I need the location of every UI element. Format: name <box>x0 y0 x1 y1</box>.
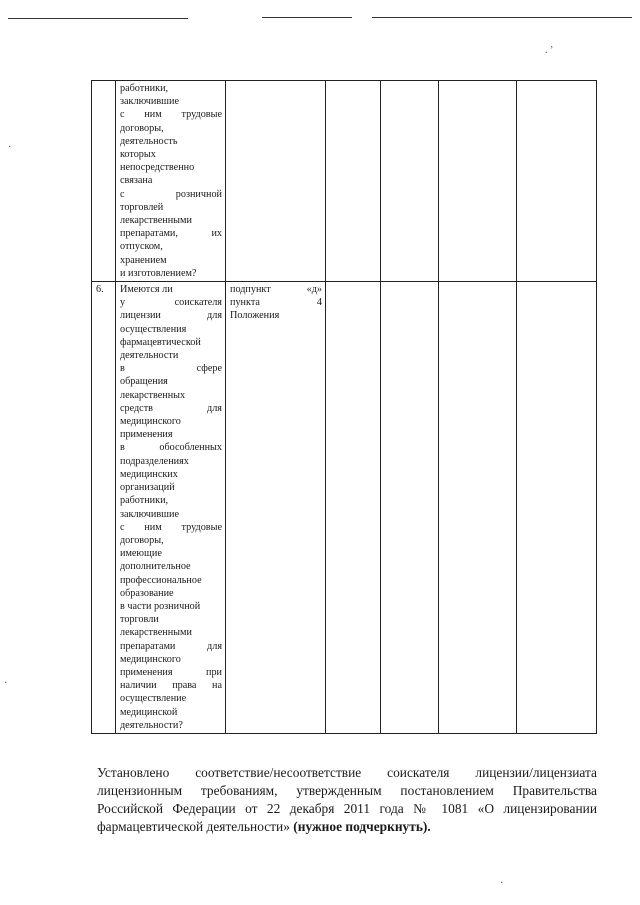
table-row <box>92 81 597 282</box>
question-line: в части розничной <box>120 600 201 612</box>
table-row <box>92 282 597 734</box>
empty-answer-cell <box>517 81 597 282</box>
question-line: заключившие <box>120 96 180 108</box>
empty-answer-cell <box>439 81 517 282</box>
conclusion-line: лицензионным требованиям, утвержденным постановлением Правительства <box>97 783 597 798</box>
question-line: у соискателя <box>120 297 222 309</box>
question-line: связана <box>120 175 153 187</box>
question-line: деятельности <box>120 350 179 362</box>
conclusion-line: Российской Федерации от 22 декабря 2011 года № 1081 «О лицензировании <box>97 801 597 816</box>
requirements-table <box>91 80 597 734</box>
conclusion-line-final <box>97 818 597 836</box>
question-line: осуществления <box>120 323 187 335</box>
question-line: организаций <box>120 482 175 494</box>
question-line: договоры, <box>120 534 164 546</box>
reference-line: пункта 4 <box>230 297 322 309</box>
scan-speck: · <box>4 678 8 689</box>
question-line: лекарственных <box>120 389 186 401</box>
question-line: дополнительное <box>120 561 191 573</box>
question-line: с ним трудовые <box>120 521 222 533</box>
row-number: 6. <box>92 282 116 734</box>
question-line: имеющие <box>120 548 162 560</box>
question-line: работники, <box>120 495 169 507</box>
conclusion-line: Установлено соответствие/несоответствие соискателя лицензии/лицензиата <box>97 765 597 780</box>
legal-reference <box>226 282 326 734</box>
empty-answer-cell <box>381 282 439 734</box>
scan-edge-line <box>262 17 352 18</box>
empty-answer-cell <box>326 282 381 734</box>
conclusion-emphasis: (нужное подчеркнуть). <box>293 819 431 834</box>
question-line: лекарственными <box>120 627 192 639</box>
legal-reference <box>226 81 326 282</box>
requirement-question <box>116 282 226 734</box>
question-line: применения при <box>120 666 222 678</box>
empty-answer-cell <box>381 81 439 282</box>
conclusion-paragraph <box>97 764 597 836</box>
question-line: подразделениях <box>120 455 189 467</box>
empty-answer-cell <box>326 81 381 282</box>
question-line: непосредственно <box>120 162 195 174</box>
question-line: осуществление <box>120 693 187 705</box>
question-line: торговли <box>120 614 159 626</box>
question-line: препаратами для <box>120 640 222 652</box>
scan-edge-line <box>8 18 188 19</box>
question-line: хранением <box>120 254 167 266</box>
scan-edge-line <box>372 17 632 18</box>
question-line: применения <box>120 429 173 441</box>
empty-answer-cell <box>517 282 597 734</box>
question-line: средств для <box>120 402 222 414</box>
question-line: профессиональное <box>120 574 202 586</box>
question-line: с ним трудовые <box>120 109 222 121</box>
scan-speck: · <box>8 142 12 153</box>
question-line: деятельности? <box>120 719 183 731</box>
question-line: которых <box>120 149 156 161</box>
question-line: медицинского <box>120 416 181 428</box>
question-line: образование <box>120 587 174 599</box>
question-line: с розничной <box>120 188 222 200</box>
conclusion-line-text: фармацевтической деятельности» <box>97 819 290 834</box>
reference-line: Положения <box>230 310 280 322</box>
question-line: лицензии для <box>120 310 222 322</box>
question-line: работники, <box>120 83 169 94</box>
question-line: отпуском, <box>120 241 163 253</box>
question-line: в обособленных <box>120 442 222 454</box>
question-line: медицинских <box>120 468 178 480</box>
question-line: обращения <box>120 376 168 388</box>
question-line: заключившие <box>120 508 180 520</box>
row-number <box>92 81 116 282</box>
question-line: медицинской <box>120 706 178 718</box>
scan-speck: · <box>500 878 504 889</box>
question-line: Имеются ли <box>120 284 173 296</box>
reference-line: подпункт «д» <box>230 284 322 296</box>
question-line: наличии права на <box>120 680 222 692</box>
question-line: деятельность <box>120 135 178 147</box>
question-line: торговлей <box>120 201 164 213</box>
question-line: и изготовлением? <box>120 267 197 279</box>
question-line: лекарственными <box>120 215 192 227</box>
question-line: фармацевтической <box>120 336 201 348</box>
question-line: медицинского <box>120 653 181 665</box>
question-line: договоры, <box>120 122 164 134</box>
empty-answer-cell <box>439 282 517 734</box>
question-line: препаратами, их <box>120 228 222 240</box>
question-line: в сфере <box>120 363 222 375</box>
requirement-question <box>116 81 226 282</box>
scan-speck: . ʼ <box>545 45 554 56</box>
